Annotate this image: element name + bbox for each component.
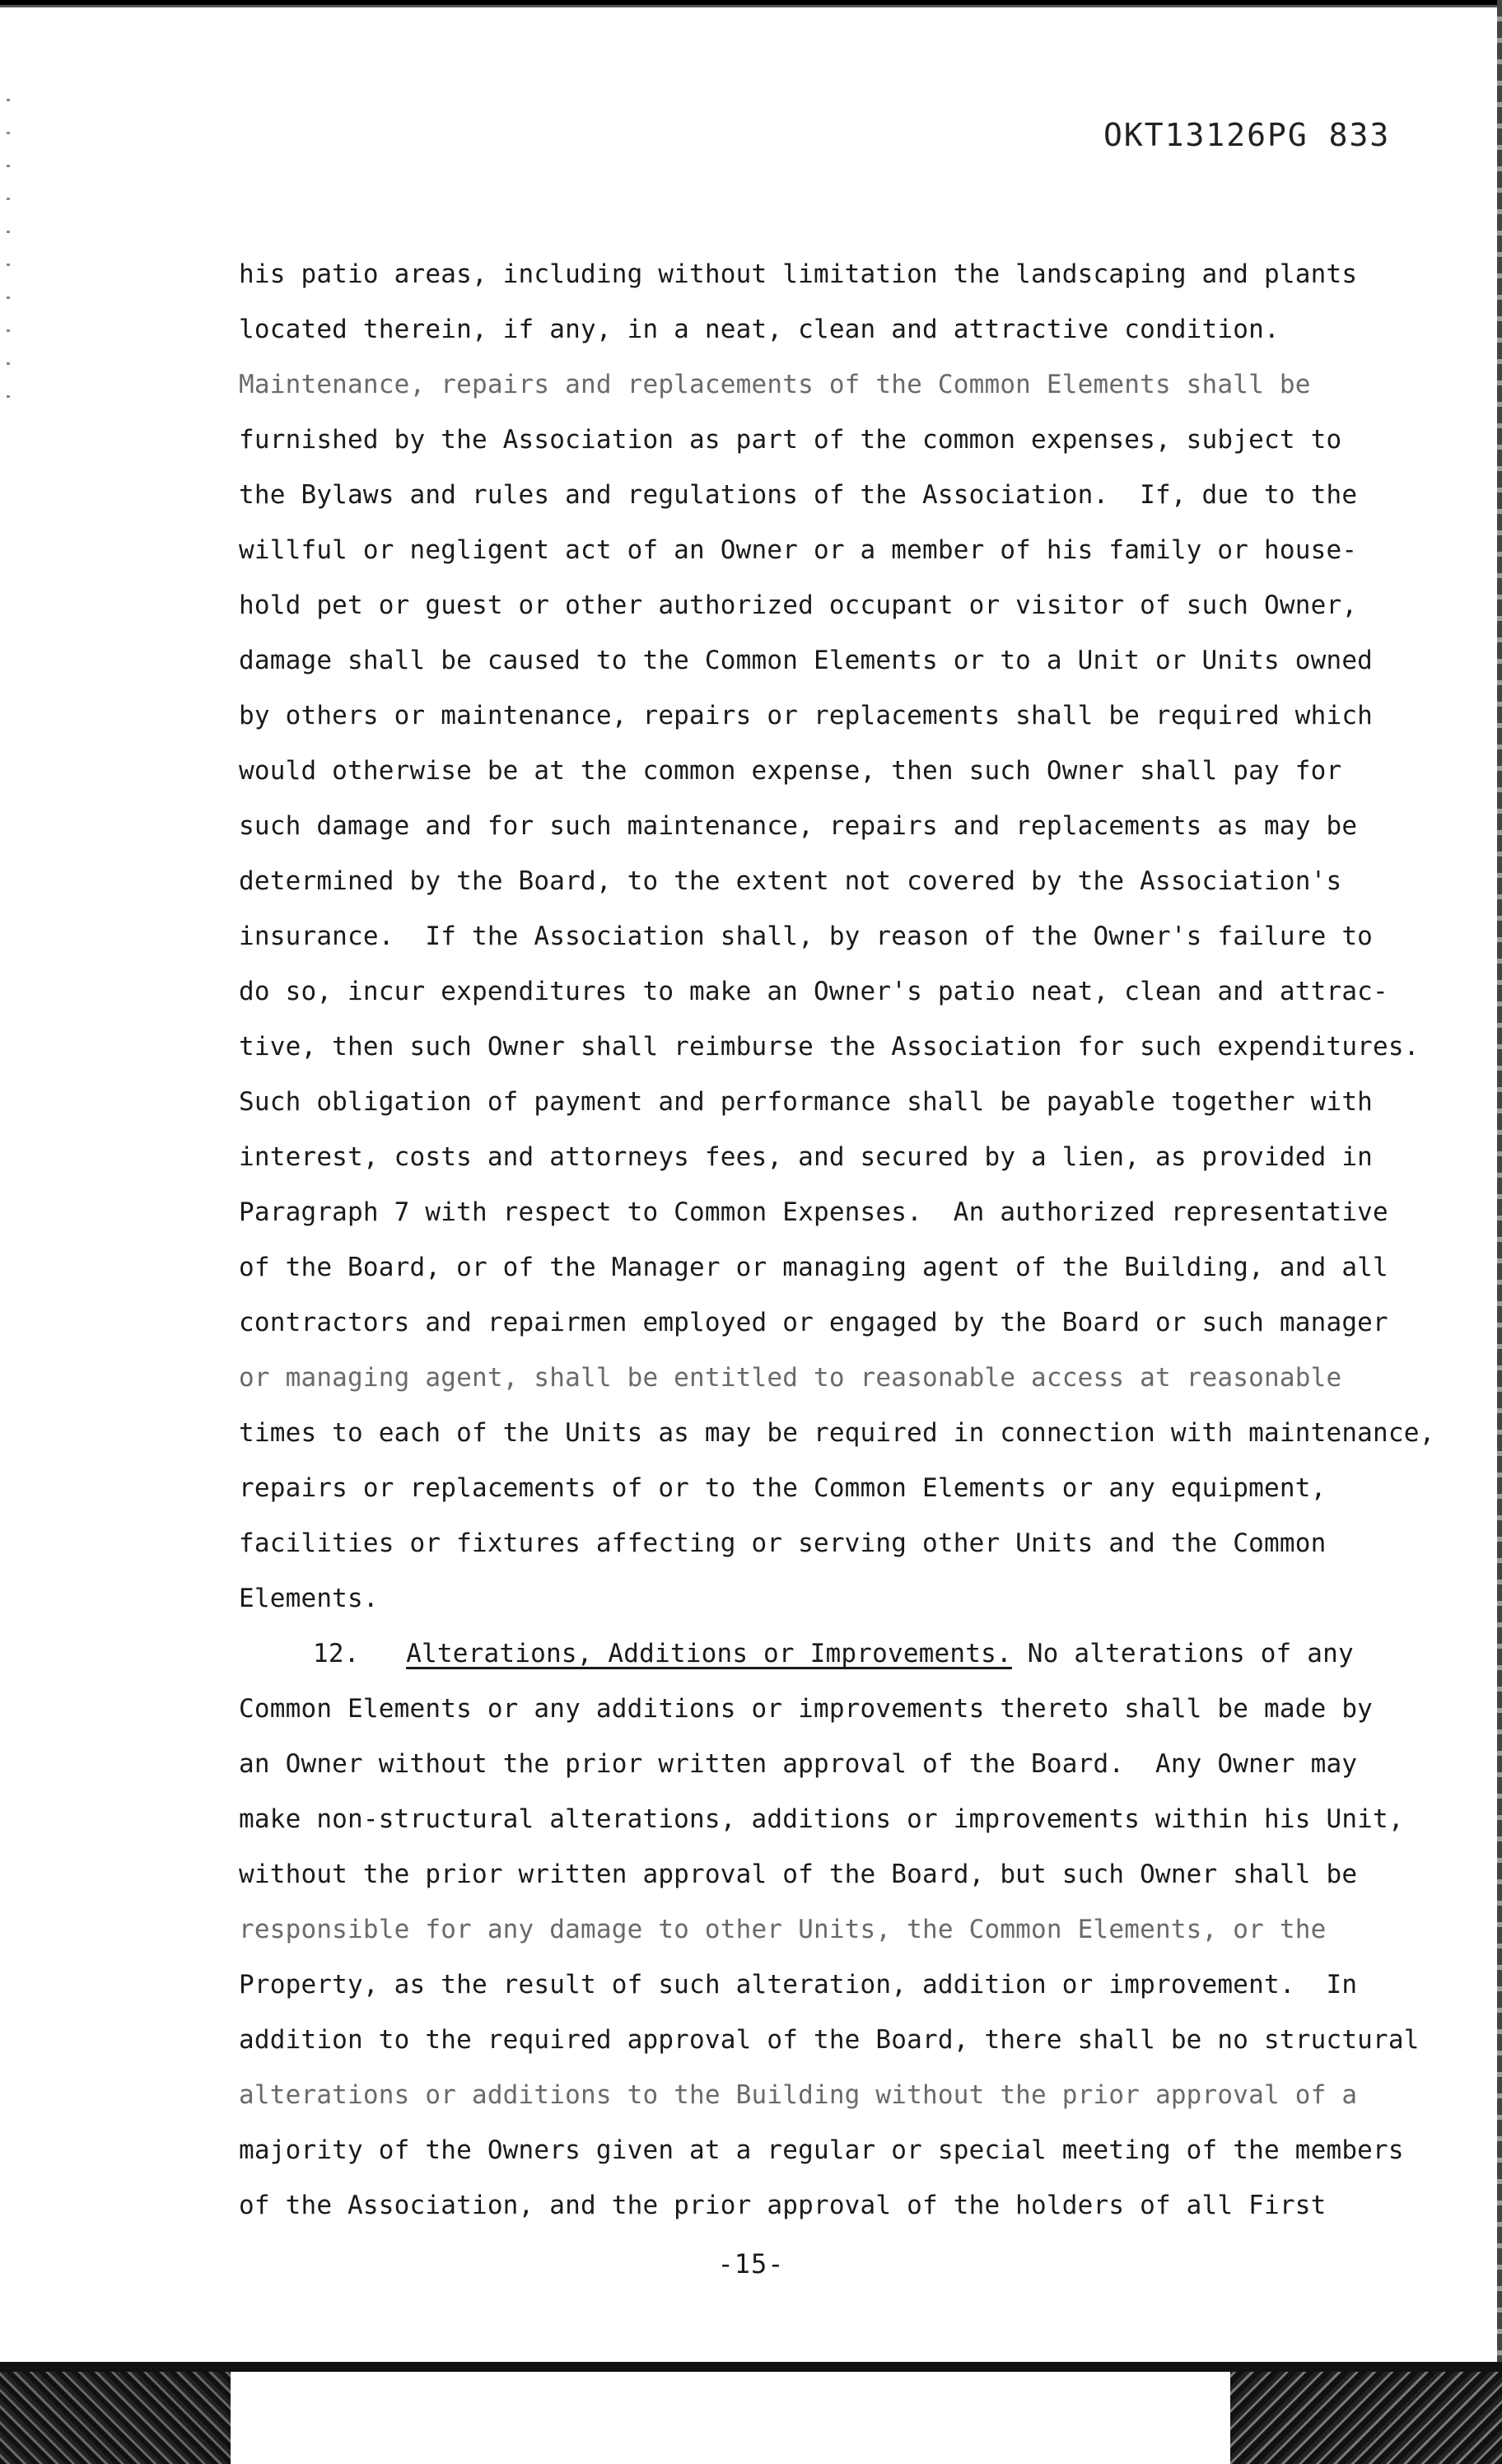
text-line: furnished by the Association as part of the common expenses, subject to <box>239 425 1342 455</box>
text-line: contractors and repairmen employed or engaged by the Board or such manager <box>239 1308 1388 1337</box>
text-line: Property, as the result of such alteration, addition or improvement. In <box>239 1970 1358 2000</box>
text-line: by others or maintenance, repairs or replacements shall be required which <box>239 701 1374 730</box>
scan-noise-bottom-right <box>1230 2372 1502 2464</box>
text-line: times to each of the Units as may be required in connection with maintenance, <box>239 1418 1435 1448</box>
text-line: make non-structural alterations, additions or improvements within his Unit, <box>239 1804 1404 1834</box>
text-line: Maintenance, repairs and replacements of the Common Elements shall be <box>239 370 1311 399</box>
section-12-heading-line <box>239 1626 1392 1682</box>
text-line: hold pet or guest or other authorized occupant or visitor of such Owner, <box>239 590 1358 620</box>
document-body <box>239 247 1435 2233</box>
text-line: of the Association, and the prior approval of the holders of all First <box>239 2191 1327 2220</box>
text-line: do so, incur expenditures to make an Owner's patio neat, clean and attrac- <box>239 977 1388 1006</box>
text-line: his patio areas, including without limitation the landscaping and plants <box>239 259 1358 289</box>
text-line: without the prior written approval of the Board, but such Owner shall be <box>239 1860 1358 1889</box>
text-line: Such obligation of payment and performance shall be payable together with <box>239 1087 1374 1117</box>
text-line: of the Board, or of the Manager or managing agent of the Building, and all <box>239 1253 1388 1282</box>
text-line: willful or negligent act of an Owner or a member of his family or house- <box>239 535 1358 565</box>
text-line: Common Elements or any additions or improvements thereto shall be made by <box>239 1694 1374 1724</box>
section-heading-rest: No alterations of any <box>1011 1639 1354 1668</box>
text-line: located therein, if any, in a neat, clean and attractive condition. <box>239 315 1280 344</box>
scan-border-bottom <box>0 2362 1502 2372</box>
scan-noise-bottom-left <box>0 2372 231 2464</box>
text-line: facilities or fixtures affecting or serving other Units and the Common <box>239 1528 1327 1558</box>
text-line: the Bylaws and rules and regulations of the Association. If, due to the <box>239 480 1358 510</box>
scan-left-marks <box>7 99 10 428</box>
text-line: determined by the Board, to the extent not covered by the Association's <box>239 866 1342 896</box>
text-line: such damage and for such maintenance, repairs and replacements as may be <box>239 811 1358 841</box>
text-line: an Owner without the prior written approval of the Board. Any Owner may <box>239 1749 1358 1779</box>
text-line: interest, costs and attorneys fees, and secured by a lien, as provided in <box>239 1142 1374 1172</box>
text-line: majority of the Owners given at a regular or special meeting of the members <box>239 2135 1404 2165</box>
page-number: -15- <box>717 2248 785 2280</box>
text-line: insurance. If the Association shall, by reason of the Owner's failure to <box>239 922 1374 951</box>
text-line: or managing agent, shall be entitled to reasonable access at reasonable <box>239 1363 1342 1393</box>
text-line: repairs or replacements of or to the Common Elements or any equipment, <box>239 1473 1327 1503</box>
text-line: tive, then such Owner shall reimburse the Association for such expenditures. <box>239 1032 1420 1062</box>
scan-border-right <box>1497 0 1502 2464</box>
text-line: Elements. <box>239 1584 379 1613</box>
text-line: would otherwise be at the common expense, then such Owner shall pay for <box>239 756 1342 786</box>
book-page-reference: OKT13126PG 833 <box>1103 117 1391 153</box>
text-line: damage shall be caused to the Common Elements or to a Unit or Units owned <box>239 646 1374 675</box>
text-line: addition to the required approval of the Board, there shall be no structural <box>239 2025 1420 2055</box>
text-line: responsible for any damage to other Units, the Common Elements, or the <box>239 1915 1327 1944</box>
section-heading: Alterations, Additions or Improvements. <box>406 1639 1012 1668</box>
scan-border-top <box>0 0 1502 13</box>
text-line: Paragraph 7 with respect to Common Expenses. An authorized representative <box>239 1197 1388 1227</box>
text-line: alterations or additions to the Building without the prior approval of a <box>239 2080 1358 2110</box>
section-number: 12. <box>313 1639 360 1668</box>
